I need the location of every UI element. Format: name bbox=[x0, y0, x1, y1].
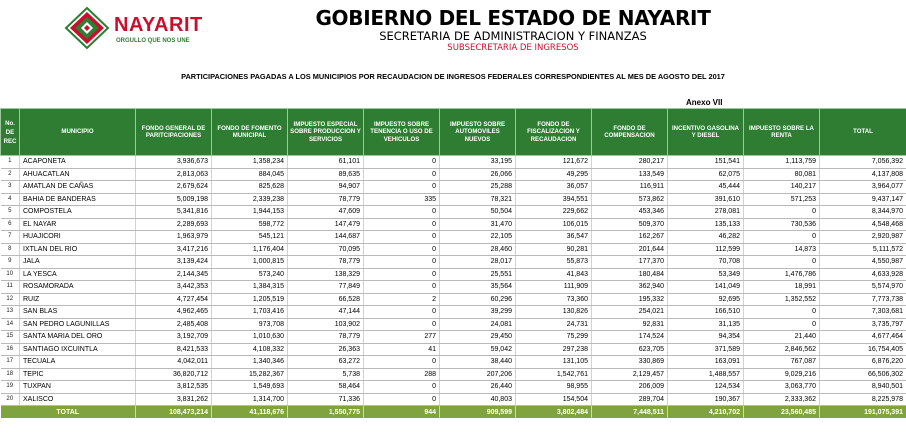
amount-cell: 92,831 bbox=[592, 318, 668, 331]
amount-cell: 453,346 bbox=[592, 206, 668, 219]
amount-cell: 371,589 bbox=[668, 343, 744, 356]
amount-cell: 2,920,987 bbox=[820, 231, 906, 244]
amount-cell: 26,440 bbox=[440, 381, 516, 394]
amount-cell: 26,066 bbox=[440, 168, 516, 181]
amount-cell: 36,547 bbox=[516, 231, 592, 244]
amount-cell: 0 bbox=[744, 306, 820, 319]
row-number: 9 bbox=[1, 256, 20, 269]
column-header: TOTAL bbox=[820, 109, 906, 156]
amount-cell: 278,081 bbox=[668, 206, 744, 219]
municipality-name: SAN BLAS bbox=[20, 306, 136, 319]
amount-cell: 8,421,533 bbox=[136, 343, 212, 356]
amount-cell: 206,009 bbox=[592, 381, 668, 394]
amount-cell: 730,536 bbox=[744, 218, 820, 231]
amount-cell: 29,450 bbox=[440, 331, 516, 344]
amount-cell: 2,485,408 bbox=[136, 318, 212, 331]
municipality-name: EL NAYAR bbox=[20, 218, 136, 231]
amount-cell: 18,991 bbox=[744, 281, 820, 294]
row-number: 12 bbox=[1, 293, 20, 306]
amount-cell: 92,695 bbox=[668, 293, 744, 306]
amount-cell: 39,299 bbox=[440, 306, 516, 319]
amount-cell: 58,464 bbox=[288, 381, 364, 394]
row-number: 13 bbox=[1, 306, 20, 319]
amount-cell: 4,550,987 bbox=[820, 256, 906, 269]
amount-cell: 25,288 bbox=[440, 181, 516, 194]
amount-cell: 89,635 bbox=[288, 168, 364, 181]
amount-cell: 3,139,424 bbox=[136, 256, 212, 269]
amount-cell: 78,779 bbox=[288, 193, 364, 206]
amount-cell: 106,015 bbox=[516, 218, 592, 231]
amount-cell: 2,333,362 bbox=[744, 393, 820, 406]
amount-cell: 80,081 bbox=[744, 168, 820, 181]
amount-cell: 330,869 bbox=[592, 356, 668, 369]
amount-cell: 36,057 bbox=[516, 181, 592, 194]
amount-cell: 4,962,465 bbox=[136, 306, 212, 319]
amount-cell: 1,384,315 bbox=[212, 281, 288, 294]
amount-cell: 1,476,786 bbox=[744, 268, 820, 281]
total-amount: 1,550,775 bbox=[288, 406, 364, 419]
amount-cell: 31,135 bbox=[668, 318, 744, 331]
municipality-name: LA YESCA bbox=[20, 268, 136, 281]
table-body bbox=[1, 156, 906, 419]
amount-cell: 4,137,808 bbox=[820, 168, 906, 181]
total-amount: 7,448,511 bbox=[592, 406, 668, 419]
amount-cell: 254,021 bbox=[592, 306, 668, 319]
municipality-name: RUIZ bbox=[20, 293, 136, 306]
amount-cell: 47,144 bbox=[288, 306, 364, 319]
amount-cell: 141,049 bbox=[668, 281, 744, 294]
amount-cell: 4,677,464 bbox=[820, 331, 906, 344]
total-amount: 944 bbox=[364, 406, 440, 419]
amount-cell: 201,644 bbox=[592, 243, 668, 256]
amount-cell: 103,902 bbox=[288, 318, 364, 331]
amount-cell: 1,703,416 bbox=[212, 306, 288, 319]
amount-cell: 288 bbox=[364, 368, 440, 381]
amount-cell: 4,108,332 bbox=[212, 343, 288, 356]
amount-cell: 154,504 bbox=[516, 393, 592, 406]
subsecretariat-subtitle: SUBSECRETARIA DE INGRESOS bbox=[447, 43, 579, 53]
amount-cell: 41,843 bbox=[516, 268, 592, 281]
amount-cell: 195,332 bbox=[592, 293, 668, 306]
amount-cell: 3,936,673 bbox=[136, 156, 212, 169]
amount-cell: 2,144,345 bbox=[136, 268, 212, 281]
table-row bbox=[1, 256, 906, 269]
amount-cell: 144,687 bbox=[288, 231, 364, 244]
table-row bbox=[1, 281, 906, 294]
table-row bbox=[1, 218, 906, 231]
row-number: 18 bbox=[1, 368, 20, 381]
amount-cell: 15,282,367 bbox=[212, 368, 288, 381]
table-row bbox=[1, 206, 906, 219]
amount-cell: 884,045 bbox=[212, 168, 288, 181]
column-header: INCENTIVO GASOLINA Y DIESEL bbox=[668, 109, 744, 156]
amount-cell: 3,442,353 bbox=[136, 281, 212, 294]
amount-cell: 391,610 bbox=[668, 193, 744, 206]
municipality-name: HUAJICORI bbox=[20, 231, 136, 244]
total-row bbox=[1, 406, 906, 419]
amount-cell: 77,849 bbox=[288, 281, 364, 294]
total-label: TOTAL bbox=[1, 406, 136, 419]
amount-cell: 70,708 bbox=[668, 256, 744, 269]
amount-cell: 190,367 bbox=[668, 393, 744, 406]
amount-cell: 545,121 bbox=[212, 231, 288, 244]
total-amount: 4,210,702 bbox=[668, 406, 744, 419]
amount-cell: 33,195 bbox=[440, 156, 516, 169]
row-number: 20 bbox=[1, 393, 20, 406]
amount-cell: 174,524 bbox=[592, 331, 668, 344]
amount-cell: 1,542,761 bbox=[516, 368, 592, 381]
municipality-name: TUXPAN bbox=[20, 381, 136, 394]
amount-cell: 9,437,147 bbox=[820, 193, 906, 206]
amount-cell: 1,488,557 bbox=[668, 368, 744, 381]
table-header-row bbox=[1, 109, 906, 156]
amount-cell: 147,479 bbox=[288, 218, 364, 231]
amount-cell: 0 bbox=[744, 231, 820, 244]
amount-cell: 9,029,216 bbox=[744, 368, 820, 381]
amount-cell: 0 bbox=[744, 206, 820, 219]
amount-cell: 277 bbox=[364, 331, 440, 344]
amount-cell: 2 bbox=[364, 293, 440, 306]
amount-cell: 229,662 bbox=[516, 206, 592, 219]
amount-cell: 121,672 bbox=[516, 156, 592, 169]
row-number: 8 bbox=[1, 243, 20, 256]
amount-cell: 598,772 bbox=[212, 218, 288, 231]
amount-cell: 7,056,392 bbox=[820, 156, 906, 169]
amount-cell: 66,506,302 bbox=[820, 368, 906, 381]
municipality-name: SANTA MARIA DEL ORO bbox=[20, 331, 136, 344]
amount-cell: 1,358,234 bbox=[212, 156, 288, 169]
total-amount: 23,560,485 bbox=[744, 406, 820, 419]
amount-cell: 335 bbox=[364, 193, 440, 206]
government-title: GOBIERNO DEL ESTADO DE NAYARIT bbox=[315, 6, 711, 30]
amount-cell: 2,846,562 bbox=[744, 343, 820, 356]
amount-cell: 1,549,693 bbox=[212, 381, 288, 394]
municipality-name: COMPOSTELA bbox=[20, 206, 136, 219]
amount-cell: 0 bbox=[364, 243, 440, 256]
amount-cell: 38,440 bbox=[440, 356, 516, 369]
amount-cell: 24,081 bbox=[440, 318, 516, 331]
amount-cell: 28,460 bbox=[440, 243, 516, 256]
total-amount: 3,802,484 bbox=[516, 406, 592, 419]
amount-cell: 46,282 bbox=[668, 231, 744, 244]
amount-cell: 1,205,519 bbox=[212, 293, 288, 306]
amount-cell: 0 bbox=[364, 268, 440, 281]
document-title: PARTICIPACIONES PAGADAS A LOS MUNICIPIOS POR RECAUDACION DE INGRESOS FEDERALES CORRESPONDIENTES AL MES DE AGOSTO DEL 2017 bbox=[181, 72, 725, 81]
amount-cell: 0 bbox=[364, 206, 440, 219]
amount-cell: 112,599 bbox=[668, 243, 744, 256]
row-number: 2 bbox=[1, 168, 20, 181]
row-number: 7 bbox=[1, 231, 20, 244]
annex-label: Anexo VII bbox=[686, 98, 723, 107]
amount-cell: 151,541 bbox=[668, 156, 744, 169]
amount-cell: 135,133 bbox=[668, 218, 744, 231]
amount-cell: 1,944,153 bbox=[212, 206, 288, 219]
amount-cell: 26,363 bbox=[288, 343, 364, 356]
amount-cell: 0 bbox=[364, 168, 440, 181]
table-row bbox=[1, 368, 906, 381]
amount-cell: 573,240 bbox=[212, 268, 288, 281]
logo-slogan: ORGULLO QUE NOS UNE bbox=[116, 38, 190, 44]
amount-cell: 394,551 bbox=[516, 193, 592, 206]
amount-cell: 571,253 bbox=[744, 193, 820, 206]
table-row bbox=[1, 168, 906, 181]
amount-cell: 297,238 bbox=[516, 343, 592, 356]
municipality-name: JALA bbox=[20, 256, 136, 269]
amount-cell: 163,091 bbox=[668, 356, 744, 369]
total-amount: 108,473,214 bbox=[136, 406, 212, 419]
amount-cell: 0 bbox=[364, 318, 440, 331]
municipality-name: SAN PEDRO LAGUNILLAS bbox=[20, 318, 136, 331]
amount-cell: 0 bbox=[364, 218, 440, 231]
municipality-name: XALISCO bbox=[20, 393, 136, 406]
amount-cell: 71,336 bbox=[288, 393, 364, 406]
column-header: FONDO DE FISCALIZACION Y RECAUDACION bbox=[516, 109, 592, 156]
table-row bbox=[1, 293, 906, 306]
table-row bbox=[1, 181, 906, 194]
total-amount: 41,118,676 bbox=[212, 406, 288, 419]
amount-cell: 7,303,681 bbox=[820, 306, 906, 319]
amount-cell: 1,176,404 bbox=[212, 243, 288, 256]
amount-cell: 40,803 bbox=[440, 393, 516, 406]
amount-cell: 28,017 bbox=[440, 256, 516, 269]
amount-cell: 2,679,624 bbox=[136, 181, 212, 194]
table-row bbox=[1, 393, 906, 406]
table-row bbox=[1, 231, 906, 244]
amount-cell: 0 bbox=[364, 393, 440, 406]
row-number: 14 bbox=[1, 318, 20, 331]
table-row bbox=[1, 193, 906, 206]
amount-cell: 1,314,700 bbox=[212, 393, 288, 406]
amount-cell: 78,779 bbox=[288, 331, 364, 344]
row-number: 19 bbox=[1, 381, 20, 394]
table-row bbox=[1, 331, 906, 344]
amount-cell: 63,272 bbox=[288, 356, 364, 369]
amount-cell: 75,299 bbox=[516, 331, 592, 344]
amount-cell: 138,329 bbox=[288, 268, 364, 281]
table-row bbox=[1, 306, 906, 319]
municipality-name: AHUACATLAN bbox=[20, 168, 136, 181]
total-amount: 191,075,391 bbox=[820, 406, 906, 419]
amount-cell: 45,444 bbox=[668, 181, 744, 194]
amount-cell: 623,705 bbox=[592, 343, 668, 356]
table-row bbox=[1, 381, 906, 394]
participations-table bbox=[0, 108, 906, 418]
column-header: IMPUESTO SOBRE TENENCIA O USO DE VEHICULOS bbox=[364, 109, 440, 156]
amount-cell: 166,510 bbox=[668, 306, 744, 319]
amount-cell: 124,534 bbox=[668, 381, 744, 394]
table-row bbox=[1, 356, 906, 369]
amount-cell: 0 bbox=[744, 318, 820, 331]
amount-cell: 55,873 bbox=[516, 256, 592, 269]
amount-cell: 90,281 bbox=[516, 243, 592, 256]
amount-cell: 111,909 bbox=[516, 281, 592, 294]
amount-cell: 78,779 bbox=[288, 256, 364, 269]
amount-cell: 0 bbox=[364, 306, 440, 319]
amount-cell: 4,548,468 bbox=[820, 218, 906, 231]
amount-cell: 5,738 bbox=[288, 368, 364, 381]
amount-cell: 16,754,405 bbox=[820, 343, 906, 356]
column-header: FONDO GENERAL DE PARITCIPACIONES bbox=[136, 109, 212, 156]
amount-cell: 131,105 bbox=[516, 356, 592, 369]
municipality-name: ROSAMORADA bbox=[20, 281, 136, 294]
column-header: MUNICIPIO bbox=[20, 109, 136, 156]
amount-cell: 0 bbox=[744, 256, 820, 269]
amount-cell: 1,113,759 bbox=[744, 156, 820, 169]
amount-cell: 5,574,970 bbox=[820, 281, 906, 294]
amount-cell: 53,349 bbox=[668, 268, 744, 281]
amount-cell: 140,217 bbox=[744, 181, 820, 194]
amount-cell: 7,773,738 bbox=[820, 293, 906, 306]
amount-cell: 973,708 bbox=[212, 318, 288, 331]
amount-cell: 25,551 bbox=[440, 268, 516, 281]
amount-cell: 162,267 bbox=[592, 231, 668, 244]
amount-cell: 0 bbox=[364, 381, 440, 394]
amount-cell: 0 bbox=[364, 156, 440, 169]
table-row bbox=[1, 343, 906, 356]
amount-cell: 2,289,693 bbox=[136, 218, 212, 231]
table-row bbox=[1, 268, 906, 281]
amount-cell: 8,940,501 bbox=[820, 381, 906, 394]
amount-cell: 22,105 bbox=[440, 231, 516, 244]
amount-cell: 61,101 bbox=[288, 156, 364, 169]
amount-cell: 0 bbox=[364, 281, 440, 294]
amount-cell: 24,731 bbox=[516, 318, 592, 331]
amount-cell: 36,820,712 bbox=[136, 368, 212, 381]
amount-cell: 130,826 bbox=[516, 306, 592, 319]
amount-cell: 60,296 bbox=[440, 293, 516, 306]
amount-cell: 1,340,346 bbox=[212, 356, 288, 369]
amount-cell: 1,000,815 bbox=[212, 256, 288, 269]
amount-cell: 289,704 bbox=[592, 393, 668, 406]
amount-cell: 180,484 bbox=[592, 268, 668, 281]
amount-cell: 21,440 bbox=[744, 331, 820, 344]
municipality-name: ACAPONETA bbox=[20, 156, 136, 169]
amount-cell: 4,727,454 bbox=[136, 293, 212, 306]
amount-cell: 0 bbox=[364, 181, 440, 194]
amount-cell: 70,095 bbox=[288, 243, 364, 256]
municipality-name: AMATLAN DE CAÑAS bbox=[20, 181, 136, 194]
amount-cell: 4,633,928 bbox=[820, 268, 906, 281]
municipality-name: TEPIC bbox=[20, 368, 136, 381]
amount-cell: 5,009,198 bbox=[136, 193, 212, 206]
row-number: 5 bbox=[1, 206, 20, 219]
amount-cell: 509,370 bbox=[592, 218, 668, 231]
column-header: IMPUESTO ESPECIAL SOBRE PRODUCCION Y SERVICIOS bbox=[288, 109, 364, 156]
column-header: IMPUESTO SOBRE LA RENTA bbox=[744, 109, 820, 156]
municipality-name: IXTLAN DEL RIO bbox=[20, 243, 136, 256]
amount-cell: 5,341,816 bbox=[136, 206, 212, 219]
amount-cell: 50,504 bbox=[440, 206, 516, 219]
page-header bbox=[0, 0, 906, 107]
amount-cell: 5,111,572 bbox=[820, 243, 906, 256]
row-number: 1 bbox=[1, 156, 20, 169]
amount-cell: 767,087 bbox=[744, 356, 820, 369]
row-number: 15 bbox=[1, 331, 20, 344]
amount-cell: 3,417,216 bbox=[136, 243, 212, 256]
amount-cell: 2,813,063 bbox=[136, 168, 212, 181]
amount-cell: 4,042,011 bbox=[136, 356, 212, 369]
amount-cell: 362,940 bbox=[592, 281, 668, 294]
amount-cell: 35,564 bbox=[440, 281, 516, 294]
amount-cell: 31,470 bbox=[440, 218, 516, 231]
amount-cell: 78,321 bbox=[440, 193, 516, 206]
amount-cell: 1,963,979 bbox=[136, 231, 212, 244]
table-row bbox=[1, 243, 906, 256]
amount-cell: 2,339,238 bbox=[212, 193, 288, 206]
row-number: 17 bbox=[1, 356, 20, 369]
amount-cell: 8,344,970 bbox=[820, 206, 906, 219]
table-row bbox=[1, 318, 906, 331]
table-row bbox=[1, 156, 906, 169]
amount-cell: 3,812,535 bbox=[136, 381, 212, 394]
row-number: 16 bbox=[1, 343, 20, 356]
amount-cell: 3,192,709 bbox=[136, 331, 212, 344]
amount-cell: 14,873 bbox=[744, 243, 820, 256]
amount-cell: 280,217 bbox=[592, 156, 668, 169]
amount-cell: 0 bbox=[364, 356, 440, 369]
amount-cell: 0 bbox=[364, 256, 440, 269]
amount-cell: 2,129,457 bbox=[592, 368, 668, 381]
amount-cell: 3,735,797 bbox=[820, 318, 906, 331]
amount-cell: 3,831,262 bbox=[136, 393, 212, 406]
column-header: IMPUESTO SOBRE AUTOMOVILES NUEVOS bbox=[440, 109, 516, 156]
amount-cell: 59,042 bbox=[440, 343, 516, 356]
amount-cell: 47,609 bbox=[288, 206, 364, 219]
amount-cell: 177,370 bbox=[592, 256, 668, 269]
amount-cell: 1,010,630 bbox=[212, 331, 288, 344]
municipality-name: SANTIAGO IXCUINTLA bbox=[20, 343, 136, 356]
amount-cell: 66,528 bbox=[288, 293, 364, 306]
amount-cell: 0 bbox=[364, 231, 440, 244]
amount-cell: 573,862 bbox=[592, 193, 668, 206]
amount-cell: 133,549 bbox=[592, 168, 668, 181]
amount-cell: 41 bbox=[364, 343, 440, 356]
total-amount: 909,599 bbox=[440, 406, 516, 419]
amount-cell: 94,907 bbox=[288, 181, 364, 194]
row-number: 3 bbox=[1, 181, 20, 194]
amount-cell: 73,360 bbox=[516, 293, 592, 306]
amount-cell: 825,628 bbox=[212, 181, 288, 194]
row-number: 10 bbox=[1, 268, 20, 281]
amount-cell: 3,964,077 bbox=[820, 181, 906, 194]
amount-cell: 98,955 bbox=[516, 381, 592, 394]
amount-cell: 116,911 bbox=[592, 181, 668, 194]
municipality-name: TECUALA bbox=[20, 356, 136, 369]
amount-cell: 1,352,552 bbox=[744, 293, 820, 306]
row-number: 6 bbox=[1, 218, 20, 231]
amount-cell: 62,075 bbox=[668, 168, 744, 181]
row-number: 11 bbox=[1, 281, 20, 294]
amount-cell: 6,876,220 bbox=[820, 356, 906, 369]
column-header: FONDO DE COMPENSACION bbox=[592, 109, 668, 156]
logo-name: NAYARIT bbox=[114, 14, 203, 36]
row-number: 4 bbox=[1, 193, 20, 206]
amount-cell: 8,225,978 bbox=[820, 393, 906, 406]
amount-cell: 3,063,770 bbox=[744, 381, 820, 394]
column-header: No. DE REC bbox=[1, 109, 20, 156]
column-header: FONDO DE FOMENTO MUNICIPAL bbox=[212, 109, 288, 156]
amount-cell: 49,295 bbox=[516, 168, 592, 181]
municipality-name: BAHIA DE BANDERAS bbox=[20, 193, 136, 206]
amount-cell: 94,354 bbox=[668, 331, 744, 344]
amount-cell: 207,206 bbox=[440, 368, 516, 381]
secretariat-subtitle: SECRETARIA DE ADMINISTRACION Y FINANZAS bbox=[379, 29, 647, 43]
